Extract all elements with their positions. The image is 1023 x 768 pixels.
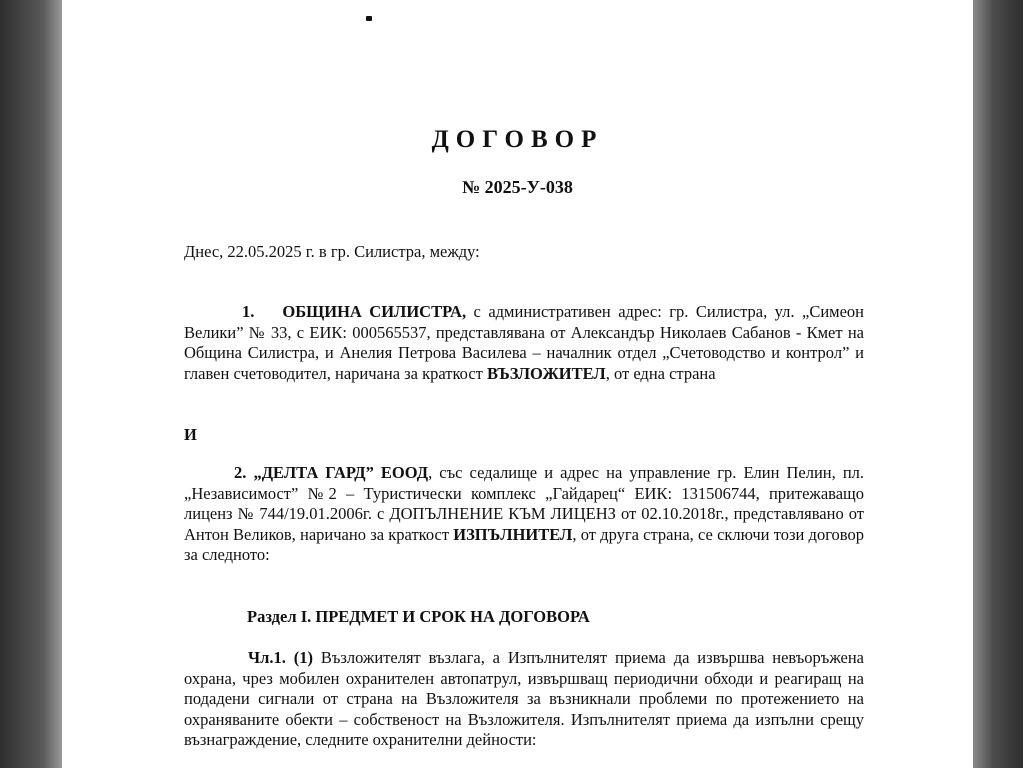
party-1-number: 1. <box>242 302 255 321</box>
party-1-text: с административен адрес: гр. Силистра, ул. „Симеон Велики” № 33, с ЕИК: 000565537, представлявана от Александър Николаев Сабанов - Кмет на Община Силистра, и Анелия Петрова Василева – началник отдел „Счетоводство и контрол” и главен счетоводител, наричана за краткост <box>184 302 864 383</box>
document-title: ДОГОВОР <box>431 126 604 153</box>
contract-number: № 2025-У-038 <box>462 177 573 197</box>
party-1-role: ВЪЗЛОЖИТЕЛ <box>487 363 606 383</box>
party-2-name: „ДЕЛТА ГАРД” ЕООД <box>253 463 429 482</box>
article-paragraph-number: (1) <box>293 648 313 667</box>
viewer-background-left <box>0 0 62 768</box>
article-label: Чл.1. <box>248 648 286 667</box>
section-heading: Раздел I. ПРЕДМЕТ И СРОК НА ДОГОВОРА <box>247 607 590 626</box>
party-1-paragraph <box>184 302 864 384</box>
conjunction: И <box>184 425 197 444</box>
scan-speck <box>366 16 372 21</box>
party-2-paragraph <box>184 463 864 566</box>
document-page <box>62 0 973 768</box>
article-text: Възложителят възлага, а Изпълнителят приема да извършва невъоръжена охрана, чрез мобилен охранителен автопатрул, извършващ периодични обходи и реагиращ на подадени сигнали от страна на Възложителя за възникнали проблеми по протежението на охраняваните обекти – собственост на Възложителя. Изпълнителят приема да изпълни срещу възнаграждение, следните охранителни дейности: <box>184 648 865 749</box>
party-2-number: 2. <box>234 463 247 482</box>
article-1-paragraph <box>184 648 864 751</box>
viewer-background-right <box>973 0 1023 768</box>
intro-line: Днес, 22.05.2025 г. в гр. Силистра, между: <box>184 242 480 261</box>
party-1-tail: , от една страна <box>605 363 716 383</box>
party-1-name: ОБЩИНА СИЛИСТРА, <box>282 302 467 321</box>
party-2-tail: , от друга страна, се сключи този договор за следното: <box>184 524 864 564</box>
party-2-text: , със седалище и адрес на управление гр. Елин Пелин, пл.„Независимост” №2 – Туристически комплекс „Гайдарец“ ЕИК: 131506744, притежаващо лиценз № 744/19.01.2006г. с ДОПЪЛНЕНИЕ КЪМ ЛИЦЕНЗ от 02.10.2018г., представлявано от Антон Великов, наричано за краткост <box>184 463 865 544</box>
party-2-role: ИЗПЪЛНИТЕЛ <box>453 524 573 544</box>
